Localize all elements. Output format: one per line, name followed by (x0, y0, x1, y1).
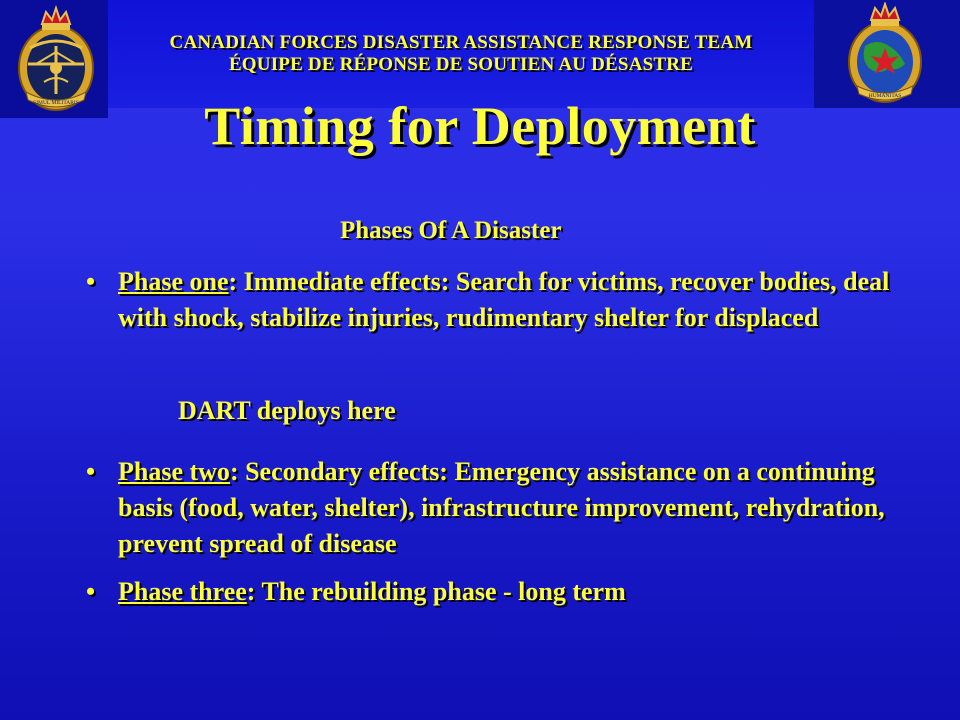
phase-name: Phase one (118, 267, 229, 296)
dart-crest-right-icon (845, 2, 925, 106)
bullet-text (118, 454, 906, 562)
bullet-phase-two (86, 454, 906, 562)
bullet-marker: • (86, 457, 96, 486)
phase-name: Phase three (118, 577, 247, 606)
dart-note: DART deploys here (178, 396, 396, 425)
slide-title: Timing for Deployment (204, 96, 756, 156)
phase-description: : Immediate effects: Search for victims, recover bodies, deal with shock, stabilize injuries, rudimentary shelter for displaced (118, 267, 890, 332)
phase-description: : Secondary effects: Emergency assistance on a continuing basis (food, water, shelter), infrastructure improvement, rehydration, prevent spread of disease (118, 457, 885, 558)
bullet-phase-one (86, 264, 906, 336)
right-crest-motto: HUMANITAS (868, 93, 902, 99)
bullet-marker: • (86, 267, 96, 296)
bullet-text (118, 574, 906, 610)
bullet-phase-three (86, 574, 906, 610)
phase-description: : The rebuilding phase - long term (246, 577, 626, 606)
left-crest-motto: SIMUL MILITARIS (33, 100, 79, 106)
phase-name: Phase two (118, 457, 230, 486)
bullet-marker: • (86, 577, 96, 606)
bullet-text (118, 264, 906, 336)
slide-subtitle: Phases Of A Disaster (340, 217, 562, 244)
organization-name-french: ÉQUIPE DE RÉPONSE DE SOUTIEN AU DÉSASTRE (228, 54, 694, 75)
organization-name-english: CANADIAN FORCES DISASTER ASSISTANCE RESPONSE TEAM (169, 32, 753, 53)
